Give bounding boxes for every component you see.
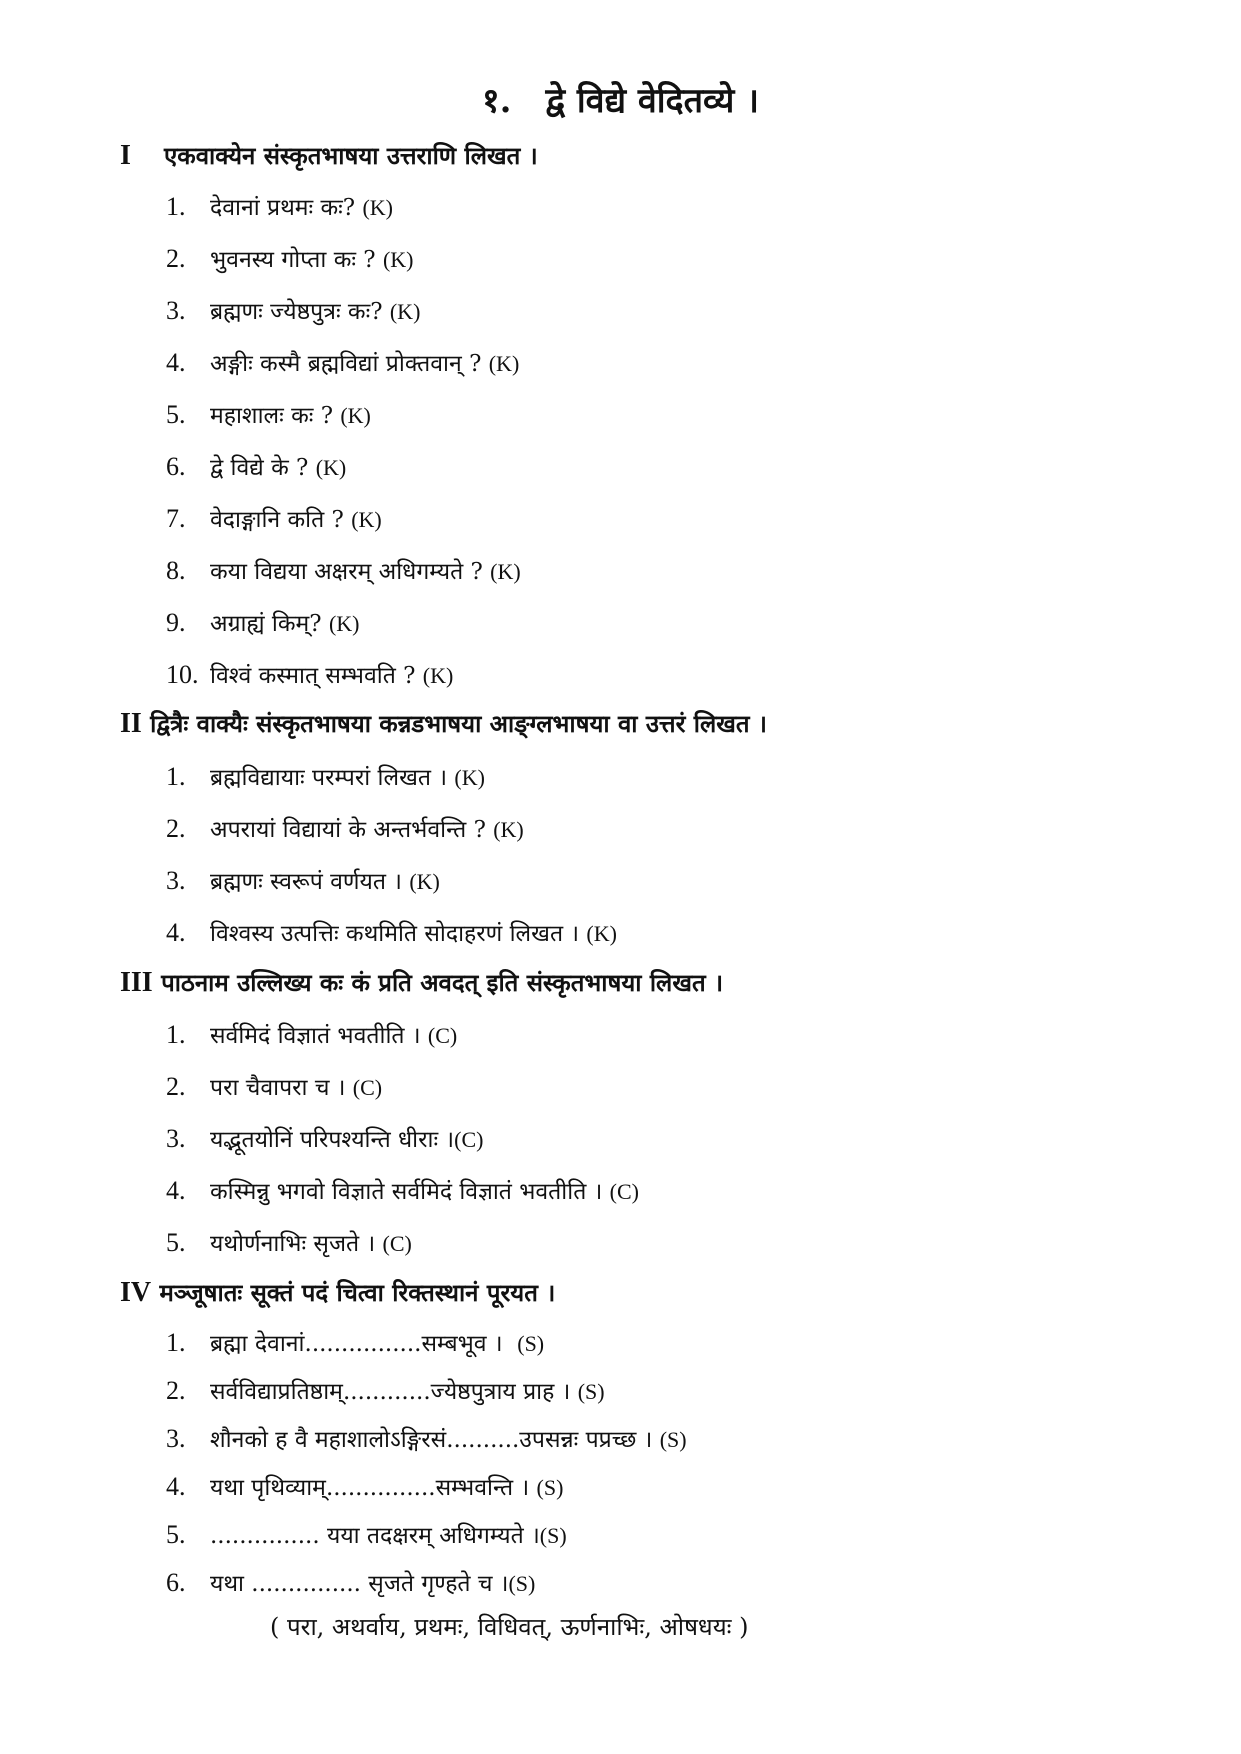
question-item (166, 554, 521, 586)
question-tag: (C) (352, 1075, 383, 1100)
question-item (166, 658, 453, 690)
question-item (166, 1518, 567, 1550)
question-text: कस्मिन्नु भगवो विज्ञाते सर्वमिदं विज्ञातं भवतीति । (210, 1179, 603, 1205)
question-number: 9. (166, 608, 186, 637)
question-text: यथा पृथिव्याम्...............सम्भवन्ति । (210, 1475, 530, 1501)
question-tag: (K) (382, 247, 414, 272)
question-item (166, 1122, 483, 1154)
question-number: 4. (166, 918, 186, 947)
question-number: 1. (166, 1328, 186, 1357)
question-number: 2. (166, 244, 186, 273)
question-text: शौनको ह वै महाशालोऽङ्गिरसं..........उपसन्नः पप्रच्छ । (210, 1427, 653, 1453)
question-text: अग्राह्यं किम्? (210, 611, 322, 637)
question-text: सर्वविद्याप्रतिष्ठाम्............ज्येष्ठपुत्राय प्राह । (210, 1379, 571, 1405)
question-tag: (K) (315, 455, 347, 480)
question-text: विश्वस्य उत्पत्तिः कथमिति सोदाहरणं लिखत । (210, 921, 580, 947)
question-tag: (K) (328, 611, 360, 636)
question-tag: (K) (586, 921, 617, 946)
question-text: अपरायां विद्यायां के अन्तर्भवन्ति ? (210, 817, 486, 843)
section-heading-text: मञ्जूषातः सूक्तं पदं चित्वा रिक्तस्थानं पूरयत । (159, 1278, 556, 1307)
question-item (166, 606, 359, 638)
question-item (166, 502, 382, 534)
question-number: 6. (166, 452, 186, 481)
question-text: यथा ............... सृजते गृण्हते च । (210, 1571, 509, 1597)
question-item (166, 1226, 412, 1258)
question-text: यथोर्णनाभिः सृजते । (210, 1231, 376, 1257)
question-item (166, 864, 440, 896)
section-heading-text: द्वित्रैः वाक्यैः संस्कृतभाषया कन्नडभाषया आङ्ग्लभाषया वा उत्तरं लिखत । (150, 709, 768, 738)
question-tag: (K) (454, 765, 485, 790)
question-number: 5. (166, 400, 186, 429)
section-heading-text: एकवाक्येन संस्कृतभाषया उत्तराणि लिखत । (164, 141, 538, 170)
question-tag: (S) (508, 1571, 536, 1596)
question-tag: (C) (609, 1179, 639, 1204)
question-tag: (K) (493, 817, 524, 842)
question-tag: (S) (577, 1379, 605, 1404)
question-item (166, 1470, 563, 1502)
question-text: ब्रह्मा देवानां................सम्बभूव । (210, 1331, 503, 1357)
question-tag: (S) (536, 1475, 564, 1500)
question-number: 4. (166, 1176, 186, 1205)
question-item (166, 242, 414, 274)
question-text: ब्रह्मणः स्वरूपं वर्णयत । (210, 869, 403, 895)
section-roman: II (120, 708, 142, 739)
question-text: ब्रह्मविद्यायाः परम्परां लिखत । (210, 765, 448, 791)
section-roman: III (120, 967, 153, 998)
question-number: 2. (166, 1376, 186, 1405)
question-number: 2. (166, 1072, 186, 1101)
question-number: 1. (166, 1020, 186, 1049)
question-text: भुवनस्य गोप्ता कः ? (210, 247, 376, 273)
question-tag: (S) (539, 1523, 567, 1548)
question-number: 1. (166, 762, 186, 791)
question-item (166, 916, 617, 948)
question-number: 3. (166, 1424, 186, 1453)
question-number: 4. (166, 348, 186, 377)
question-tag: (K) (351, 507, 382, 532)
question-number: 3. (166, 296, 186, 325)
question-number: 6. (166, 1568, 186, 1597)
question-number: 1. (166, 192, 186, 221)
question-item (166, 1070, 382, 1102)
question-text: महाशालः कः ? (210, 403, 334, 429)
question-number: 2. (166, 814, 186, 843)
question-text: अङ्गीः कस्मै ब्रह्मविद्यां प्रोक्तवान् ? (210, 351, 482, 377)
title-number: १. (481, 81, 512, 121)
word-options-box: ( परा, अथर्वाय, प्रथमः, विधिवत्, ऊर्णनाभिः, ओषधयः ) (270, 1613, 749, 1641)
question-number: 8. (166, 556, 186, 585)
question-number: 3. (166, 1124, 186, 1153)
question-item (166, 1018, 457, 1050)
question-number: 5. (166, 1228, 186, 1257)
question-tag: (K) (340, 403, 371, 428)
question-tag: (S) (517, 1331, 545, 1356)
question-text: देवानां प्रथमः कः? (210, 195, 356, 221)
question-tag: (K) (422, 663, 454, 688)
question-text: द्वे विद्ये के ? (210, 455, 309, 481)
section-heading-text: पाठनाम उल्लिख्य कः कं प्रति अवदत् इति संस्कृतभाषया लिखत । (161, 968, 724, 997)
question-text: यद्भूतयोनिं परिपश्यन्ति धीराः । (210, 1127, 455, 1153)
question-item (166, 294, 420, 326)
question-text: कया विद्यया अक्षरम् अधिगम्यते ? (210, 559, 483, 585)
page-title (0, 76, 1241, 122)
question-item (166, 1422, 687, 1454)
question-tag: (K) (490, 559, 521, 584)
question-text: विश्वं कस्मात् सम्भवति ? (210, 663, 416, 689)
section-heading-4 (120, 1276, 555, 1309)
question-tag: (C) (382, 1231, 412, 1256)
question-tag: (K) (409, 869, 440, 894)
question-item (166, 346, 519, 378)
question-tag: (S) (659, 1427, 687, 1452)
section-roman: I (120, 140, 131, 171)
question-item (166, 812, 524, 844)
question-item (166, 1374, 605, 1406)
question-text: ............... यया तदक्षरम् अधिगम्यते । (210, 1523, 540, 1549)
question-number: 3. (166, 866, 186, 895)
question-text: वेदाङ्गानि कति ? (210, 507, 344, 533)
question-text: ब्रह्मणः ज्येष्ठपुत्रः कः? (210, 299, 383, 325)
section-heading-3 (120, 966, 723, 999)
section-heading-2 (120, 707, 767, 740)
question-tag: (K) (488, 351, 520, 376)
question-item (166, 1174, 639, 1206)
question-item (166, 398, 371, 430)
question-item (166, 1326, 544, 1358)
question-item (166, 450, 346, 482)
question-number: 4. (166, 1472, 186, 1501)
question-tag: (K) (362, 195, 393, 220)
section-roman: IV (120, 1277, 152, 1308)
question-number: 10. (166, 660, 199, 689)
section-heading-1 (120, 139, 538, 172)
question-text: परा चैवापरा च । (210, 1075, 346, 1101)
question-tag: (C) (427, 1023, 458, 1048)
question-item (166, 1566, 535, 1598)
question-item (166, 190, 393, 222)
question-number: 5. (166, 1520, 186, 1549)
question-text: सर्वमिदं विज्ञातं भवतीति । (210, 1023, 421, 1049)
question-tag: (K) (389, 299, 421, 324)
question-item (166, 760, 485, 792)
question-number: 7. (166, 504, 186, 533)
question-tag: (C) (454, 1127, 484, 1152)
title-text: द्वे विद्ये वेदितव्ये । (545, 81, 760, 121)
